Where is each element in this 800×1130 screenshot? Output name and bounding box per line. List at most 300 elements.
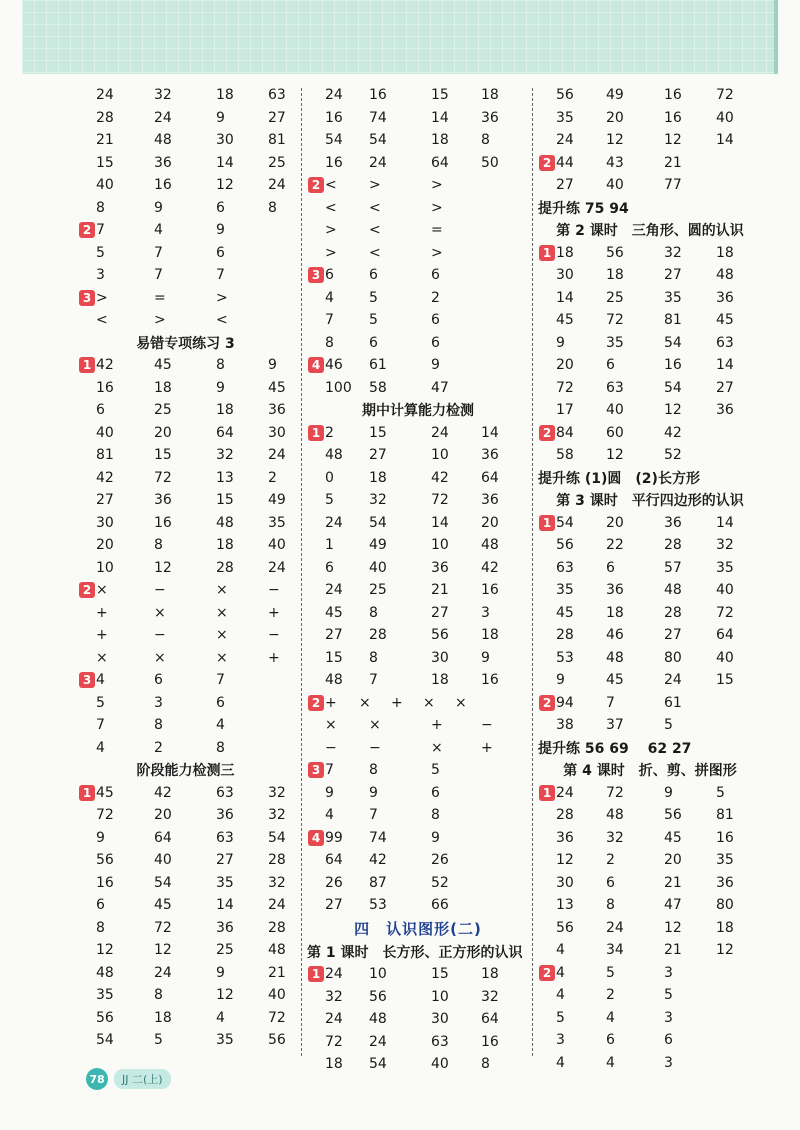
answer-cell: > (216, 289, 228, 306)
answer-cell: × (96, 649, 108, 666)
answer-cell: 18 (606, 604, 624, 621)
answer-cell: 81 (268, 132, 286, 149)
question-marker (538, 1054, 556, 1072)
answer-row (538, 242, 762, 265)
answer-cell: 9 (216, 964, 225, 981)
answer-cell: 36 (664, 514, 682, 531)
answer-cell: 4 (154, 222, 163, 239)
answer-cell: 9 (556, 672, 565, 689)
answer-row (307, 647, 529, 670)
question-marker (307, 289, 325, 307)
answer-cell: 27 (716, 379, 734, 396)
answer-cell: 54 (556, 514, 574, 531)
question-marker (78, 311, 96, 329)
answer-cell: 2 (154, 739, 163, 756)
answer-row (538, 174, 762, 197)
answer-cell: > (154, 312, 166, 329)
question-marker (307, 154, 325, 172)
answer-cell: 37 (606, 717, 624, 734)
answer-row (78, 377, 293, 400)
answer-row (538, 827, 762, 850)
answer-cell: + (268, 649, 280, 666)
answer-cell: 15 (716, 672, 734, 689)
answer-cell: 9 (431, 357, 440, 374)
answer-row (538, 1052, 762, 1075)
question-marker (78, 176, 96, 194)
answer-cell: 49 (369, 537, 387, 554)
answer-cell: 40 (96, 424, 114, 441)
answer-cell: 40 (369, 559, 387, 576)
question-marker (538, 311, 556, 329)
answer-row (78, 737, 293, 760)
answer-row (538, 984, 762, 1007)
answer-cell: × (423, 694, 435, 711)
answer-cell: 40 (716, 109, 734, 126)
answer-cell: 53 (369, 897, 387, 914)
answer-cell: × (154, 649, 166, 666)
question-marker (78, 986, 96, 1004)
answer-row (307, 737, 529, 760)
answer-cell: 25 (369, 582, 387, 599)
answer-cell: 24 (268, 559, 286, 576)
answer-cell: 18 (325, 1056, 343, 1073)
answer-row (538, 152, 762, 175)
answer-row (538, 107, 762, 130)
answer-cell: 100 (325, 379, 352, 396)
answer-cell: 16 (325, 154, 343, 171)
answer-cell: > (431, 177, 443, 194)
question-marker (307, 244, 325, 262)
answer-cell: 12 (606, 132, 624, 149)
answer-cell: 21 (96, 132, 114, 149)
answer-cell: 36 (268, 402, 286, 419)
question-marker (307, 356, 325, 374)
answer-cell: 40 (716, 582, 734, 599)
answer-cell: < (96, 312, 108, 329)
answer-cell: 44 (556, 154, 574, 171)
answer-row (538, 669, 762, 692)
answer-cell: 2 (268, 469, 277, 486)
answer-cell: 16 (96, 379, 114, 396)
answer-cell: 12 (154, 942, 172, 959)
answer-cell: 84 (556, 424, 574, 441)
answer-cell: 58 (556, 447, 574, 464)
question-number-badge: 3 (308, 762, 324, 778)
answer-cell: 56 (431, 627, 449, 644)
answer-cell: 26 (431, 852, 449, 869)
answer-cell: 27 (369, 447, 387, 464)
answer-cell: 28 (369, 627, 387, 644)
answer-cell: 8 (154, 987, 163, 1004)
answer-cell: 72 (431, 492, 449, 509)
answer-row (538, 332, 762, 355)
answer-row (78, 939, 293, 962)
page-binding-edge (774, 0, 778, 74)
answer-cell: 27 (325, 897, 343, 914)
answer-cell: 54 (369, 1056, 387, 1073)
question-marker (307, 784, 325, 802)
answer-cell: < (369, 199, 381, 216)
answer-cell: 7 (216, 267, 225, 284)
answer-cell: 63 (716, 334, 734, 351)
answer-cell: 60 (606, 424, 624, 441)
answer-cell: 16 (154, 177, 172, 194)
answer-cell: 20 (96, 537, 114, 554)
answer-cell: 8 (431, 807, 440, 824)
answer-cell: 35 (606, 334, 624, 351)
answer-row (78, 467, 293, 490)
answer-cell: 5 (664, 987, 673, 1004)
answer-cell: 8 (325, 334, 334, 351)
answer-cell: 3 (154, 694, 163, 711)
answer-cell: 5 (369, 289, 378, 306)
answer-row (307, 422, 529, 445)
answer-cell: − (268, 582, 280, 599)
answer-cell: 48 (481, 537, 499, 554)
answer-cell: 6 (325, 559, 334, 576)
answer-cell: 47 (664, 897, 682, 914)
answer-cell: 8 (481, 1056, 490, 1073)
answer-cell: > (431, 199, 443, 216)
answer-cell: 63 (556, 559, 574, 576)
header-banner (22, 0, 774, 74)
answer-cell: 42 (96, 357, 114, 374)
answer-cell: 72 (325, 1033, 343, 1050)
answer-cell: 9 (268, 357, 277, 374)
answer-cell: 6 (216, 199, 225, 216)
answer-row (307, 467, 529, 490)
answer-cell: 8 (606, 897, 615, 914)
question-marker (538, 784, 556, 802)
answer-row (538, 962, 762, 985)
answer-cell: 6 (96, 402, 105, 419)
answer-cell: 26 (325, 874, 343, 891)
answer-cell: 6 (431, 267, 440, 284)
answer-row (307, 1031, 529, 1054)
answer-row (538, 444, 762, 467)
answer-cell: × (359, 694, 371, 711)
answer-row (538, 692, 762, 715)
answer-cell: + (268, 604, 280, 621)
answer-cell: 6 (606, 357, 615, 374)
answer-cell: 8 (96, 199, 105, 216)
answer-cell: 18 (154, 1009, 172, 1026)
answer-row (78, 917, 293, 940)
answer-cell: 20 (481, 514, 499, 531)
question-number-badge: 1 (79, 357, 95, 373)
answer-cell: × (216, 627, 228, 644)
answer-cell: 40 (268, 987, 286, 1004)
answer-cell: 81 (664, 312, 682, 329)
answer-cell: 54 (369, 132, 387, 149)
answer-cell: 54 (96, 1032, 114, 1049)
answer-cell: 32 (268, 874, 286, 891)
answer-cell: 72 (96, 807, 114, 824)
question-marker (78, 199, 96, 217)
answer-row (78, 534, 293, 557)
answer-cell: 25 (606, 289, 624, 306)
answer-cell: 10 (431, 988, 449, 1005)
answer-row (307, 534, 529, 557)
question-marker (538, 379, 556, 397)
question-marker (78, 379, 96, 397)
answer-cell: 16 (325, 109, 343, 126)
answer-cell: 24 (96, 87, 114, 104)
answer-cell: 18 (716, 919, 734, 936)
answer-cell: 35 (556, 109, 574, 126)
question-marker (538, 356, 556, 374)
answer-cell: 27 (268, 109, 286, 126)
answer-cell: 18 (606, 267, 624, 284)
answer-cell: 6 (369, 267, 378, 284)
question-marker (538, 86, 556, 104)
answer-cell: × (154, 604, 166, 621)
answer-row (307, 692, 529, 715)
answer-row (307, 84, 529, 107)
answer-cell: 72 (154, 919, 172, 936)
question-marker (538, 941, 556, 959)
answer-cell: + (325, 694, 337, 711)
answer-row (538, 1007, 762, 1030)
answer-cell: 30 (431, 649, 449, 666)
question-marker (78, 896, 96, 914)
question-marker (78, 626, 96, 644)
answer-cell: − (154, 582, 166, 599)
question-marker (307, 379, 325, 397)
answer-cell: 54 (664, 334, 682, 351)
answer-cell: × (216, 582, 228, 599)
answer-cell: 18 (716, 244, 734, 261)
answer-cell: 99 (325, 829, 343, 846)
answer-cell: 38 (556, 717, 574, 734)
question-marker (538, 266, 556, 284)
answer-cell: 18 (369, 469, 387, 486)
answer-cell: 14 (716, 132, 734, 149)
answer-cell: 24 (325, 87, 343, 104)
answer-row (78, 107, 293, 130)
answer-row (307, 827, 529, 850)
question-number-badge: 1 (539, 245, 555, 261)
answer-row (538, 894, 762, 917)
answer-cell: 21 (664, 154, 682, 171)
answer-cell: 9 (481, 649, 490, 666)
answer-row (307, 512, 529, 535)
answer-row (78, 152, 293, 175)
question-marker (78, 401, 96, 419)
answer-row (307, 872, 529, 895)
answer-row (538, 264, 762, 287)
answer-column-1 (78, 84, 293, 1052)
answer-row (307, 174, 529, 197)
answer-cell: 22 (606, 537, 624, 554)
answer-cell: 48 (606, 649, 624, 666)
question-marker (307, 86, 325, 104)
answer-row (78, 354, 293, 377)
answer-column-2 (307, 84, 529, 1076)
question-marker (307, 604, 325, 622)
answer-cell: 40 (154, 852, 172, 869)
answer-row (307, 287, 529, 310)
answer-cell: 49 (268, 492, 286, 509)
question-marker (538, 851, 556, 869)
answer-cell: 12 (664, 919, 682, 936)
question-marker (78, 266, 96, 284)
answer-cell: 12 (154, 559, 172, 576)
answer-cell: 77 (664, 177, 682, 194)
answer-cell: 4 (216, 717, 225, 734)
answer-row (538, 84, 762, 107)
answer-cell: 72 (268, 1009, 286, 1026)
answer-cell: 6 (606, 1032, 615, 1049)
answer-row (538, 512, 762, 535)
answer-cell: 48 (325, 672, 343, 689)
question-marker (307, 131, 325, 149)
answer-row (538, 624, 762, 647)
answer-column-3 (538, 84, 762, 1074)
answer-cell: 48 (154, 132, 172, 149)
answer-cell: 28 (268, 919, 286, 936)
question-marker (78, 221, 96, 239)
question-marker (78, 806, 96, 824)
answer-cell: 48 (664, 582, 682, 599)
answer-cell: − (481, 717, 493, 734)
answer-cell: 8 (96, 919, 105, 936)
answer-cell: > (369, 177, 381, 194)
answer-cell: 27 (556, 177, 574, 194)
answer-cell: 40 (268, 537, 286, 554)
answer-cell: 5 (716, 784, 725, 801)
answer-cell: 32 (325, 988, 343, 1005)
answer-cell: 28 (268, 852, 286, 869)
answer-cell: 36 (556, 829, 574, 846)
answer-cell: 12 (664, 132, 682, 149)
answer-cell: 45 (664, 829, 682, 846)
answer-cell: 24 (268, 897, 286, 914)
answer-cell: 24 (664, 672, 682, 689)
question-marker (307, 739, 325, 757)
answer-row (307, 1053, 529, 1076)
answer-cell: 48 (716, 267, 734, 284)
answer-cell: 8 (369, 649, 378, 666)
question-marker (538, 514, 556, 532)
answer-cell: 54 (325, 132, 343, 149)
answer-cell: 56 (606, 244, 624, 261)
answer-cell: 12 (216, 177, 234, 194)
answer-cell: 12 (96, 942, 114, 959)
answer-cell: 63 (268, 87, 286, 104)
answer-cell: 28 (664, 537, 682, 554)
answer-cell: 45 (556, 604, 574, 621)
answer-cell: 35 (716, 852, 734, 869)
question-marker (307, 491, 325, 509)
answer-cell: 7 (154, 244, 163, 261)
answer-row (78, 129, 293, 152)
answer-cell: 15 (431, 966, 449, 983)
answer-cell: 47 (431, 379, 449, 396)
answer-row (307, 1008, 529, 1031)
answer-cell: 45 (96, 784, 114, 801)
section-heading: 第 4 课时 折、剪、拼图形 (563, 763, 737, 780)
answer-row (78, 84, 293, 107)
answer-row (78, 422, 293, 445)
answer-cell: 6 (369, 334, 378, 351)
answer-cell: 6 (606, 559, 615, 576)
answer-cell: 74 (369, 829, 387, 846)
answer-cell: 64 (216, 424, 234, 441)
question-marker (307, 199, 325, 217)
answer-cell: 6 (216, 694, 225, 711)
answer-cell: 5 (369, 312, 378, 329)
answer-cell: 14 (716, 514, 734, 531)
answer-cell: 32 (481, 988, 499, 1005)
answer-cell: 35 (664, 289, 682, 306)
answer-cell: 25 (268, 154, 286, 171)
answer-cell: 24 (325, 582, 343, 599)
answer-row (78, 197, 293, 220)
question-number-badge: 2 (79, 582, 95, 598)
answer-cell: > (325, 244, 337, 261)
answer-cell: 45 (154, 897, 172, 914)
answer-row (307, 986, 529, 1009)
answer-cell: < (216, 312, 228, 329)
answer-row (307, 489, 529, 512)
answer-cell: 3 (556, 1032, 565, 1049)
answer-row (538, 804, 762, 827)
answer-cell: 3 (481, 604, 490, 621)
question-marker (538, 1031, 556, 1049)
answer-cell: 24 (154, 109, 172, 126)
answer-cell: 56 (96, 852, 114, 869)
question-marker (538, 806, 556, 824)
question-marker (78, 131, 96, 149)
answer-cell: 42 (96, 469, 114, 486)
question-number-badge: 3 (308, 267, 324, 283)
answer-cell: 7 (96, 717, 105, 734)
answer-cell: 43 (606, 154, 624, 171)
answer-row (307, 782, 529, 805)
answer-cell: 7 (325, 312, 334, 329)
answer-cell: 21 (664, 874, 682, 891)
answer-cell: 4 (96, 672, 105, 689)
question-marker (78, 446, 96, 464)
question-marker (307, 874, 325, 892)
answer-row (78, 984, 293, 1007)
answer-cell: 35 (96, 987, 114, 1004)
unit-title: 四 认识图形(二) (354, 920, 482, 938)
question-number-badge: 2 (539, 965, 555, 981)
answer-cell: 54 (369, 514, 387, 531)
question-marker (538, 536, 556, 554)
answer-cell: 9 (431, 829, 440, 846)
question-marker (78, 874, 96, 892)
answer-cell: × (216, 604, 228, 621)
question-number-badge: 2 (308, 695, 324, 711)
answer-cell: 18 (216, 402, 234, 419)
question-number-badge: 1 (308, 966, 324, 982)
question-marker (78, 784, 96, 802)
answer-cell: 5 (96, 694, 105, 711)
answer-cell: 18 (154, 379, 172, 396)
question-marker (538, 244, 556, 262)
answer-row (307, 197, 529, 220)
question-marker (538, 671, 556, 689)
answer-cell: 32 (664, 244, 682, 261)
question-marker (307, 514, 325, 532)
answer-cell: 32 (606, 829, 624, 846)
answer-cell: 24 (325, 514, 343, 531)
answer-row (538, 782, 762, 805)
answer-cell: 18 (481, 966, 499, 983)
